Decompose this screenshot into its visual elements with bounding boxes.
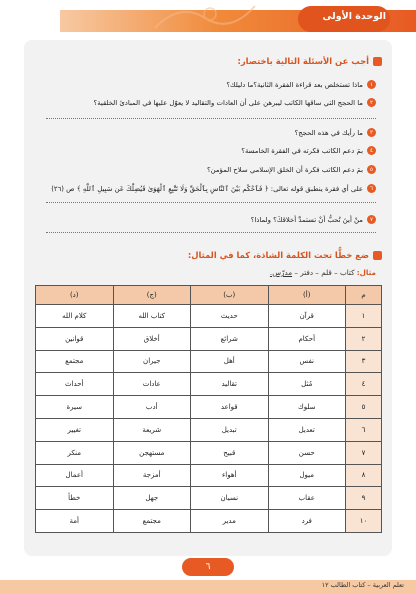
header-cell: (د) [36, 286, 114, 305]
question-number: ٤ [367, 146, 376, 155]
table-row [36, 418, 382, 441]
word-cell[interactable]: مجتمع [113, 510, 191, 533]
decorative-swirl-icon [150, 0, 260, 32]
word-cell[interactable]: أحكام [268, 327, 346, 350]
table-row [36, 373, 382, 396]
word-cell[interactable]: جيران [113, 350, 191, 373]
question-number: ٣ [367, 128, 376, 137]
table-row [36, 396, 382, 419]
word-cell[interactable]: قبيح [191, 441, 269, 464]
row-number-cell: ٩ [346, 487, 382, 510]
row-number-cell: ٥ [346, 396, 382, 419]
word-cell[interactable]: منكر [36, 441, 114, 464]
question-item [207, 165, 376, 174]
section-title-questions [238, 56, 383, 66]
example-label: مثال: [356, 268, 376, 277]
header-cell: (أ) [268, 286, 346, 305]
top-banner [0, 0, 416, 34]
answer-line[interactable] [46, 118, 376, 119]
question-item [295, 128, 376, 137]
row-number-cell: ٢ [346, 327, 382, 350]
question-item [251, 215, 376, 224]
header-cell: (ب) [191, 286, 269, 305]
question-number: ٧ [367, 215, 376, 224]
word-cell[interactable]: أمة [36, 510, 114, 533]
example-line [270, 268, 376, 277]
word-cell[interactable]: تعديل [268, 418, 346, 441]
row-number-cell: ٧ [346, 441, 382, 464]
word-cell[interactable]: نفس [268, 350, 346, 373]
word-cell[interactable]: أدب [113, 396, 191, 419]
question-number: ٥ [367, 165, 376, 174]
unit-title: الوحدة الأولى [322, 11, 386, 22]
word-cell[interactable]: كلام الله [36, 305, 114, 328]
word-cell[interactable]: أخلاق [113, 327, 191, 350]
word-cell[interactable]: أعمال [36, 464, 114, 487]
word-cell[interactable]: قواعد [191, 396, 269, 419]
question-text: بمَ دعم الكاتب فكرته في الفقرة الخامسة؟ [241, 146, 363, 155]
word-cell[interactable]: حسن [268, 441, 346, 464]
word-cell[interactable]: مجتمع [36, 350, 114, 373]
word-cell[interactable]: حديث [191, 305, 269, 328]
word-cell[interactable]: تغيير [36, 418, 114, 441]
question-item [51, 184, 376, 193]
question-item [241, 146, 376, 155]
table-header-row [36, 286, 382, 305]
word-cell[interactable]: ميول [268, 464, 346, 487]
table-row [36, 350, 382, 373]
word-cell[interactable]: نسيان [191, 487, 269, 510]
answer-line[interactable] [46, 202, 376, 203]
word-cell[interactable]: سيرة [36, 396, 114, 419]
table-row [36, 487, 382, 510]
word-cell[interactable]: مُثل [268, 373, 346, 396]
header-cell: (ج) [113, 286, 191, 305]
word-cell[interactable]: أهواء [191, 464, 269, 487]
header-cell: م [346, 286, 382, 305]
question-item [226, 80, 376, 89]
footer-bar [0, 580, 416, 593]
word-cell[interactable]: قرآن [268, 305, 346, 328]
row-number-cell: ٤ [346, 373, 382, 396]
question-number: ٦ [367, 184, 376, 193]
word-cell[interactable]: سلوك [268, 396, 346, 419]
odd-word-table [35, 285, 382, 533]
question-item [94, 98, 376, 107]
word-cell[interactable]: كتاب الله [113, 305, 191, 328]
word-cell[interactable]: خطأ [36, 487, 114, 510]
word-cell[interactable]: أحداث [36, 373, 114, 396]
question-text: على أي فقرة ينطبق قوله تعالى: ﴿ فَٱحْكُم بَيْنَ ٱلنَّاسِ بِٱلْحَقِّ وَلَا تَتَّبِعِ ٱلْهَوَىٰ فَيُضِلَّكَ عَن سَبِيلِ ٱللَّهِ ﴾ ص (٢٦) [51, 184, 363, 193]
table-row [36, 327, 382, 350]
word-cell[interactable]: أهل [191, 350, 269, 373]
word-cell[interactable]: مدير [191, 510, 269, 533]
question-number: ٢ [367, 98, 376, 107]
footer-text: تعلم العربية – كتاب الطالب ١٢ [321, 581, 404, 589]
question-text: ما رأيك في هذه الحجج؟ [294, 128, 363, 137]
page-number: ٦ [182, 558, 234, 576]
word-cell[interactable]: جهل [113, 487, 191, 510]
word-cell[interactable]: مستهجن [113, 441, 191, 464]
answer-line[interactable] [46, 232, 376, 233]
word-cell[interactable]: قوانين [36, 327, 114, 350]
word-cell[interactable]: شريعة [113, 418, 191, 441]
section-title-text: أجب عن الأسئلة التالية باختصار: [237, 56, 369, 66]
question-text: ماذا تستخلص بعد قراءة الفقرة الثانية؟ما دليلك؟ [226, 80, 363, 89]
question-number: ١ [367, 80, 376, 89]
section-title-text: ضع خطًّا تحت الكلمة الشاذة، كما في المثال: [187, 250, 369, 260]
word-cell[interactable]: شرائع [191, 327, 269, 350]
row-number-cell: ٨ [346, 464, 382, 487]
word-cell[interactable]: عقاب [268, 487, 346, 510]
word-cell[interactable]: تقاليد [191, 373, 269, 396]
table-row [36, 305, 382, 328]
row-number-cell: ٦ [346, 418, 382, 441]
word-cell[interactable]: أمزجة [113, 464, 191, 487]
row-number-cell: ١٠ [346, 510, 382, 533]
table-row [36, 510, 382, 533]
section-title-odd-word [188, 250, 382, 260]
table-row [36, 441, 382, 464]
word-cell[interactable]: تبديل [191, 418, 269, 441]
word-cell[interactable]: عادات [113, 373, 191, 396]
section-bullet-icon [373, 57, 382, 66]
question-text: بمَ دعم الكاتب فكرة أن الخلق الإسلامي سلاح المؤمن؟ [206, 165, 363, 174]
section-bullet-icon [373, 251, 382, 260]
table-body [36, 305, 382, 533]
example-words: كتاب – قلم – دفتر – [294, 268, 355, 277]
table-row [36, 464, 382, 487]
example-underlined-word: مدرّس. [269, 268, 293, 277]
row-number-cell: ٣ [346, 350, 382, 373]
question-text: ما الحجج التي ساقها الكاتب ليبرهن على أن العادات والتقاليد لا يعوّل عليها في المبادئ الخلقية؟ [93, 98, 363, 107]
word-cell[interactable]: فرد [268, 510, 346, 533]
row-number-cell: ١ [346, 305, 382, 328]
question-text: منْ أينَ تُحبُّ أنْ تستمدَّ أخلاقكَ؟ ولماذا؟ [250, 215, 363, 224]
